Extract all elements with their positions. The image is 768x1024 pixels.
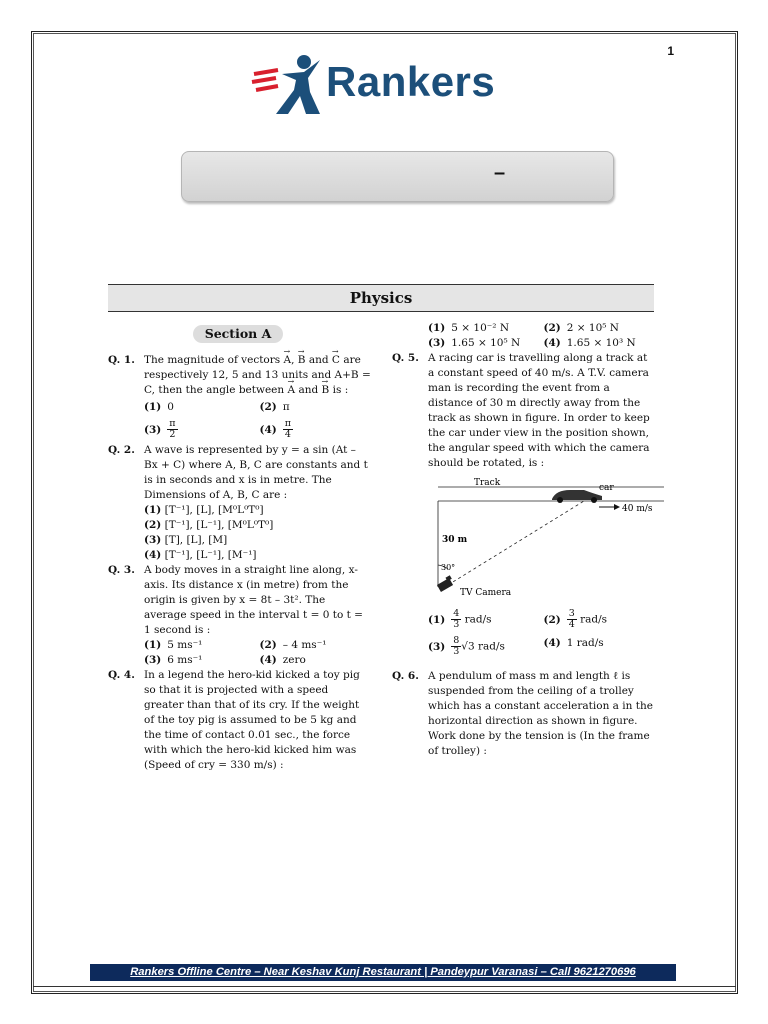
arrow-head-icon: [614, 504, 620, 510]
option-label: (3): [144, 654, 162, 666]
numerator: π: [284, 418, 291, 429]
question-1: [108, 353, 371, 440]
numerator: π: [169, 418, 176, 429]
option-3[interactable]: [428, 336, 540, 351]
denominator: 3: [453, 646, 460, 657]
option-4[interactable]: [544, 336, 656, 351]
option-value: 0: [167, 401, 174, 413]
option-4[interactable]: [144, 548, 371, 563]
option-label: (4): [259, 423, 277, 436]
question-4: [108, 668, 371, 773]
numerator: 8: [453, 635, 460, 646]
denominator: 2: [169, 429, 176, 440]
option-label: (3): [428, 640, 446, 653]
page-number: 1: [667, 44, 674, 58]
option-1[interactable]: [144, 638, 256, 653]
question-number: Q. 1.: [108, 354, 135, 366]
option-3[interactable]: [144, 533, 371, 548]
q1-text-b: are respectively 12, 5 and 13 units and: [144, 354, 361, 381]
option-2[interactable]: [260, 638, 372, 653]
option-3[interactable]: [144, 419, 256, 440]
fraction: [167, 419, 177, 440]
option-tail: √3 rad/s: [461, 640, 505, 653]
option-unit: rad/s: [464, 613, 492, 626]
fraction: [451, 609, 461, 630]
option-value: – 4 ms⁻¹: [282, 639, 327, 651]
option-value: 1.65 × 10⁵ N: [451, 337, 521, 349]
footer-bar: Rankers Offline Centre – Near Keshav Kunj Restaurant | Pandeypur Varanasi – Call 9621270696: [90, 964, 676, 981]
question-number: Q. 3.: [108, 564, 135, 576]
option-value: 6 ms⁻¹: [167, 654, 203, 666]
option-2[interactable]: [544, 609, 656, 630]
vector-b: → B: [298, 353, 306, 368]
rankers-logo: [248, 52, 528, 122]
option-value: [T⁻¹], [L⁻¹], [M⁰L⁰T⁰]: [164, 519, 274, 531]
speed-label: 40 m/s: [622, 504, 653, 514]
option-label: (2): [259, 401, 277, 413]
option-label: (3): [428, 337, 446, 349]
q1-text-a: The magnitude of vectors: [144, 354, 281, 366]
option-label: (4): [543, 637, 561, 649]
camera-track-diagram: [434, 477, 664, 605]
option-label: (2): [543, 613, 561, 626]
denominator: 4: [284, 429, 291, 440]
camera-label: TV Camera: [460, 588, 512, 598]
option-value: zero: [282, 654, 306, 666]
options: [144, 400, 371, 440]
question-number: Q. 4.: [108, 669, 135, 681]
question-number: Q. 5.: [392, 352, 419, 364]
vector-equation: A+B = C: [144, 369, 371, 396]
vector-a: → A: [288, 383, 296, 398]
option-value: [T⁻¹], [L⁻¹], [M⁻¹]: [164, 549, 257, 561]
car-label: car: [599, 483, 614, 493]
fraction: [283, 419, 293, 440]
track-label: Track: [474, 478, 501, 488]
option-4[interactable]: [260, 419, 372, 440]
left-column: [108, 353, 371, 773]
denominator: 4: [568, 619, 575, 630]
line-of-sight: [448, 501, 584, 585]
question-5: [392, 351, 655, 657]
option-3[interactable]: [144, 653, 256, 668]
runner-logo-icon: [248, 52, 328, 122]
angle-label: 30°: [441, 563, 456, 572]
option-label: (4): [543, 337, 561, 349]
option-1[interactable]: [144, 503, 371, 518]
option-label: (2): [259, 639, 277, 651]
options: [144, 638, 371, 668]
question-2: [108, 443, 371, 563]
option-2[interactable]: [144, 518, 371, 533]
option-label: (1): [144, 401, 162, 413]
option-label: (1): [428, 322, 446, 334]
question-4-options: [392, 321, 655, 351]
vector-c: → C: [332, 353, 340, 368]
question-text: A pendulum of mass m and length ℓ is suspended from the ceiling of a trolley which has a constant acceleration a in the horizontal direction as shown in figure. Work done by the tension is (In the frame of trolley) :: [428, 670, 653, 757]
question-number: Q. 6.: [392, 670, 419, 682]
diagram-svg: [434, 477, 664, 605]
q1-text-d: and: [298, 384, 319, 396]
option-label: (3): [144, 534, 162, 546]
section-label: Section A: [193, 325, 283, 343]
option-value: 1 rad/s: [566, 637, 604, 649]
banner-text: –: [494, 162, 506, 184]
denominator: 3: [453, 619, 460, 630]
numerator: 4: [453, 608, 460, 619]
question-number: Q. 2.: [108, 444, 135, 456]
option-label: (4): [144, 549, 162, 561]
option-1[interactable]: [144, 400, 256, 415]
right-column: [392, 321, 655, 759]
fraction: [451, 636, 461, 657]
option-2[interactable]: [544, 321, 656, 336]
logo-text: Rankers: [326, 58, 496, 105]
option-label: (1): [144, 504, 162, 516]
option-value: 5 × 10⁻² N: [451, 322, 510, 334]
options: [428, 609, 655, 657]
option-4[interactable]: [260, 653, 372, 668]
distance-label: 30 m: [442, 535, 468, 545]
option-1[interactable]: [428, 321, 540, 336]
option-value: π: [282, 401, 290, 413]
option-4[interactable]: [544, 636, 656, 657]
question-text: A racing car is travelling along a track at a constant speed of 40 m/s. A T.V. camera man is recording the event from a distance of 30 m directly away from the track as shown in figure. In order to keep the car under view in the position shown, the angular speed with which the camera should be rotated, is :: [428, 352, 650, 469]
title-banner: [181, 151, 614, 202]
option-label: (4): [259, 654, 277, 666]
footer-rule: [33, 986, 736, 987]
option-unit: rad/s: [580, 613, 608, 626]
subject-heading: Physics: [108, 284, 654, 312]
option-value: 1.65 × 10³ N: [566, 337, 636, 349]
option-value: 5 ms⁻¹: [167, 639, 203, 651]
camera-icon: [437, 575, 453, 592]
option-value: [T], [L], [M]: [164, 534, 228, 546]
question-6: [392, 669, 655, 759]
vector-a: → A: [284, 353, 292, 368]
option-3[interactable]: [428, 636, 540, 657]
question-text: The magnitude of vectors → A, → B and → C are respectively 12, 5 and 13 units and A+B = C, then the angle between → A and → B is :: [144, 353, 371, 398]
fraction: [567, 609, 577, 630]
option-2[interactable]: [260, 400, 372, 415]
vector-b: → B: [322, 383, 330, 398]
option-value: 2 × 10⁵ N: [566, 322, 619, 334]
q1-text-e: is :: [332, 384, 349, 396]
question-text: A body moves in a straight line along, x-axis. Its distance x (in metre) from the origin is given by x = 8t – 3t². The average speed in the interval t = 0 to t = 1 second is :: [144, 564, 363, 636]
option-label: (3): [144, 423, 162, 436]
option-value: [T⁻¹], [L], [M⁰L⁰T⁰]: [164, 504, 264, 516]
option-label: (2): [543, 322, 561, 334]
question-text: A wave is represented by y = a sin (At – Bx + C) where A, B, C are constants and t is in seconds and x is in metre. The Dimensions of A, B, C are :: [144, 444, 368, 501]
option-label: (1): [144, 639, 162, 651]
option-1[interactable]: [428, 609, 540, 630]
numerator: 3: [568, 608, 575, 619]
option-label: (2): [144, 519, 162, 531]
question-text: In a legend the hero-kid kicked a toy pig so that it is projected with a speed greater than that of its cry. If the weight of the toy pig is assumed to be 5 kg and the time of contact 0.01 sec., the force with which the hero-kid kicked him was (Speed of cry = 330 m/s) :: [144, 669, 360, 771]
q1-text-c: , then the angle between: [151, 384, 285, 396]
option-label: (1): [428, 613, 446, 626]
question-3: [108, 563, 371, 668]
